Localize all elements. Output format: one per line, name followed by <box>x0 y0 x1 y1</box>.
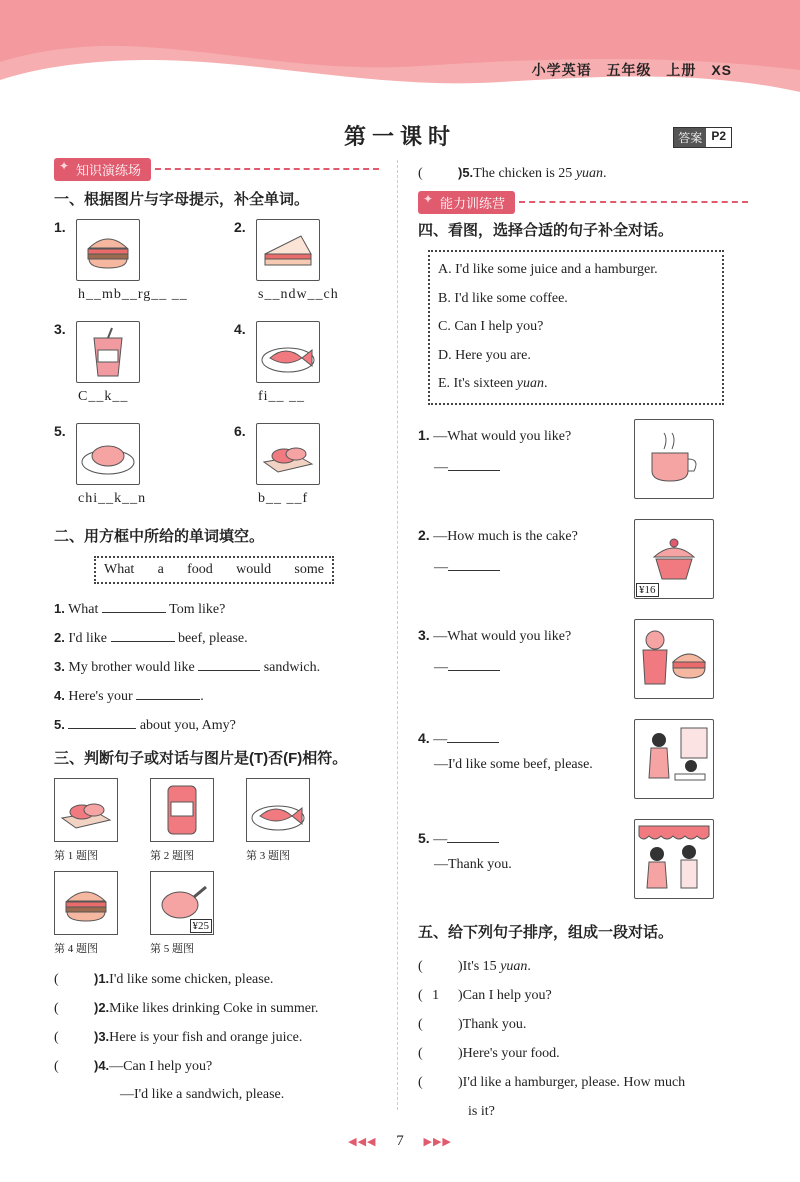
section-4-title: 四、看图，选择合适的句子补全对话。 <box>418 222 674 239</box>
answer-blank[interactable] <box>448 555 500 571</box>
order-line: ( )It's 15 yuan. <box>418 958 531 974</box>
word-hint: b__ __f <box>258 491 309 506</box>
judge-line: ( )3.Here is your fish and orange juice. <box>54 1029 303 1045</box>
figure-caption: 第 4 题图 <box>54 943 98 955</box>
order-line: ( 1 )Can I help you? <box>418 981 748 1010</box>
word-item-2 <box>234 219 384 313</box>
judge-line: —I'd like a sandwich, please. <box>120 1087 285 1102</box>
left-arrows-icon: ◀◀◀ <box>348 1136 377 1148</box>
figure-caption: 第 5 题图 <box>150 943 194 955</box>
word-item-6 <box>234 423 384 517</box>
figure-5 <box>150 871 246 956</box>
dialog-3: 3. —What would you like? — <box>418 619 748 719</box>
option-a: A. I'd like some juice and a hamburger. <box>438 262 658 277</box>
price-tag: ¥16 <box>636 583 659 597</box>
word-hint: s__ndw__ch <box>258 287 339 302</box>
answer-blank[interactable] <box>136 684 200 700</box>
beef-board-icon <box>54 778 118 842</box>
word-hint: chi__k__n <box>78 491 147 506</box>
word-bank-item: some <box>294 562 324 577</box>
knowledge-banner <box>54 158 379 180</box>
coffee-cup-icon <box>634 419 714 499</box>
answer-blank[interactable] <box>198 655 260 671</box>
word-bank-item: would <box>236 562 272 577</box>
section-2-title: 二、用方框中所给的单词填空。 <box>54 528 265 545</box>
cola-can-icon <box>150 778 214 842</box>
fish-plate-icon <box>256 321 320 383</box>
figure-1 <box>54 778 150 863</box>
word-bank-item: What <box>104 562 135 577</box>
options-box <box>428 250 724 405</box>
figure-caption: 第 1 题图 <box>54 850 98 862</box>
fish-plate-icon <box>246 778 310 842</box>
word-bank-item: food <box>187 562 213 577</box>
section-1-grid <box>54 219 379 517</box>
order-line-cont: is it? <box>468 1103 495 1119</box>
header-wave-band <box>0 0 800 100</box>
word-item-5 <box>54 423 204 517</box>
answer-label: 答案 <box>674 128 706 147</box>
answer-page: P2 <box>711 129 726 143</box>
word-item-1 <box>54 219 204 313</box>
figure-4 <box>54 871 150 956</box>
order-answer[interactable]: 1 <box>432 987 440 1003</box>
juice-burger-icon <box>634 619 714 699</box>
option-b: B. I'd like some coffee. <box>438 290 568 306</box>
cake-icon <box>634 519 714 599</box>
word-hint: h__mb__rg__ __ <box>78 287 188 302</box>
figure-3 <box>246 778 342 863</box>
order-line: ( )Thank you. <box>418 1016 527 1032</box>
left-column <box>54 158 379 1109</box>
page-footer <box>0 1133 800 1150</box>
price-tag: ¥25 <box>190 919 213 933</box>
column-divider <box>397 160 398 1110</box>
hamburger-icon <box>76 219 140 281</box>
book-info <box>532 60 732 80</box>
option-e: E. It's sixteen yuan. <box>438 376 548 391</box>
section-1-title: 一、根据图片与字母提示，补全单词。 <box>54 191 310 208</box>
judge-line: ( )2.Mike likes drinking Coke in summer. <box>54 1000 319 1016</box>
item-number: 4. <box>234 321 246 337</box>
grade-label: 五年级 <box>606 62 652 78</box>
sandwich-icon <box>256 219 320 281</box>
answer-tag <box>673 127 732 148</box>
word-item-4 <box>234 321 384 415</box>
right-column <box>418 158 748 1126</box>
dialog-5: 5. — —Thank you. <box>418 819 748 919</box>
cola-cup-icon <box>76 321 140 383</box>
word-hint: C__k__ <box>78 389 129 404</box>
section-3-figures <box>54 778 354 964</box>
knowledge-banner-label: ✦ 知识演练场 <box>54 158 151 181</box>
word-item-3 <box>54 321 204 415</box>
item-number: 3. <box>54 321 66 337</box>
fill-line: 4. Here's your . <box>54 681 379 710</box>
answer-blank[interactable] <box>448 455 500 471</box>
hamburger-icon <box>54 871 118 935</box>
fill-line: 1. What Tom like? <box>54 594 379 623</box>
answer-blank[interactable] <box>102 597 166 613</box>
section-3-title: 三、判断句子或对话与图片是(T)否(F)相符。 <box>54 750 348 767</box>
dialog-4: 4. — —I'd like some beef, please. <box>418 719 748 819</box>
judge-line: ( )5.The chicken is 25 yuan. <box>418 165 607 181</box>
page-number: 7 <box>396 1133 404 1149</box>
chicken-plate-icon <box>76 423 140 485</box>
item-number: 1. <box>54 219 66 235</box>
ability-banner-label: ✦ 能力训练营 <box>418 191 515 214</box>
answer-blank[interactable] <box>111 626 175 642</box>
edition-label: XS <box>711 62 732 78</box>
item-number: 2. <box>234 219 246 235</box>
fill-line: 2. I'd like beef, please. <box>54 623 379 652</box>
word-hint: fi__ __ <box>258 389 306 404</box>
shop-kids-icon <box>634 819 714 899</box>
right-arrows-icon: ▶▶▶ <box>423 1136 452 1148</box>
fill-line: 5. about you, Amy? <box>54 710 379 739</box>
order-line: ( )Here's your food. <box>418 1045 560 1061</box>
judge-line: ( )4.—Can I help you? <box>54 1058 213 1074</box>
waiter-customer-icon <box>634 719 714 799</box>
answer-blank[interactable] <box>448 655 500 671</box>
dialog-1: 1. —What would you like? — <box>418 419 748 519</box>
page-title: 第一课时 <box>343 124 456 149</box>
subject-label: 小学英语 <box>531 62 592 78</box>
option-d: D. Here you are. <box>438 347 531 363</box>
answer-blank[interactable] <box>68 713 136 729</box>
figure-caption: 第 2 题图 <box>150 850 194 862</box>
section-5-title: 五、给下列句子排序，组成一段对话。 <box>418 923 674 941</box>
dialog-2: 2. —How much is the cake? — ¥16 <box>418 519 748 619</box>
answer-blank[interactable] <box>447 827 499 843</box>
figure-2 <box>150 778 246 863</box>
option-c: C. Can I help you? <box>438 319 544 334</box>
word-bank <box>94 556 334 584</box>
order-line: ( )I'd like a hamburger, please. How much <box>418 1074 686 1090</box>
fill-line: 3. My brother would like sandwich. <box>54 652 379 681</box>
answer-blank[interactable] <box>447 727 499 743</box>
word-bank-item: a <box>157 562 164 577</box>
item-number: 6. <box>234 423 246 439</box>
item-number: 5. <box>54 423 66 439</box>
ability-banner <box>418 191 748 213</box>
term-label: 上册 <box>666 62 697 78</box>
beef-board-icon <box>256 423 320 485</box>
roast-chicken-icon <box>150 871 214 935</box>
figure-caption: 第 3 题图 <box>246 850 290 862</box>
judge-line: ( )1.I'd like some chicken, please. <box>54 971 274 987</box>
